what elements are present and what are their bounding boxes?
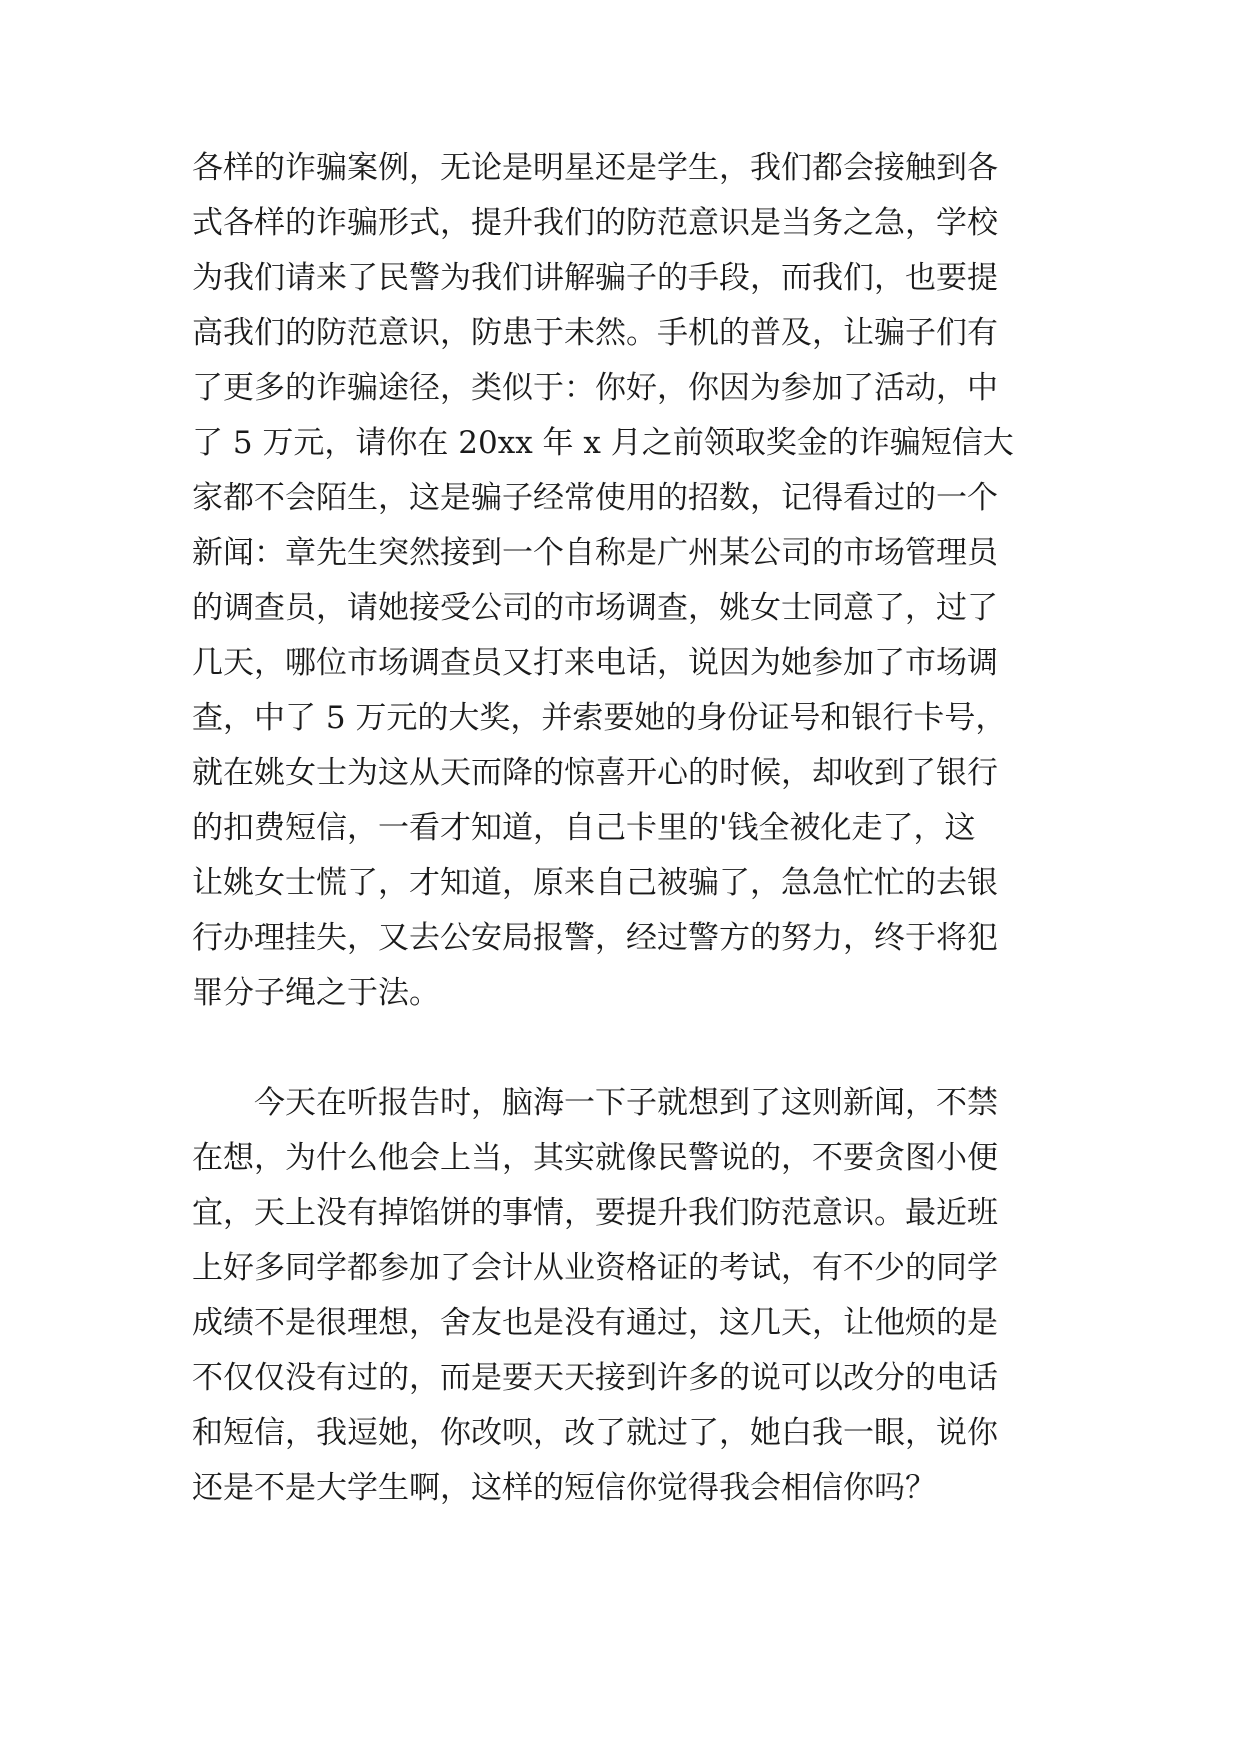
text-line: 几天，哪位市场调查员又打来电话，说因为她参加了市场调 xyxy=(192,645,998,681)
text-line: 让姚女士慌了，才知道，原来自己被骗了，急急忙忙的去银 xyxy=(192,865,998,901)
text-line: 不仅仅没有过的，而是要天天接到许多的说可以改分的电话 xyxy=(192,1360,998,1396)
text-line: 高我们的防范意识，防患于未然。手机的普及，让骗子们有 xyxy=(192,315,998,351)
text-line: 和短信，我逗她，你改呗，改了就过了，她白我一眼，说你 xyxy=(192,1415,998,1451)
text-line: 查，中了 5 万元的大奖，并索要她的身份证号和银行卡号， xyxy=(192,700,1007,736)
text-line: 式各样的诈骗形式，提升我们的防范意识是当务之急，学校 xyxy=(192,205,998,241)
text-line: 新闻：章先生突然接到一个自称是广州某公司的市场管理员 xyxy=(192,535,998,571)
text-line: 家都不会陌生，这是骗子经常使用的招数，记得看过的一个 xyxy=(192,480,998,516)
text-line: 罪分子绳之于法。 xyxy=(192,975,440,1011)
text-line: 还是不是大学生啊，这样的短信你觉得我会相信你吗？ xyxy=(192,1470,936,1506)
text-line: 行办理挂失，又去公安局报警，经过警方的努力，终于将犯 xyxy=(192,920,998,956)
text-line: 的调查员，请她接受公司的市场调查，姚女士同意了，过了 xyxy=(192,590,998,626)
text-line-indented: 今天在听报告时，脑海一下子就想到了这则新闻，不禁 xyxy=(254,1085,998,1121)
text-line: 就在姚女士为这从天而降的惊喜开心的时候，却收到了银行 xyxy=(192,755,998,791)
text-line: 的扣费短信，一看才知道，自己卡里的'钱全被化走了，这 xyxy=(192,810,976,846)
text-line: 为我们请来了民警为我们讲解骗子的手段，而我们，也要提 xyxy=(192,260,998,296)
text-line: 了 5 万元，请你在 20xx 年 x 月之前领取奖金的诈骗短信大 xyxy=(192,425,1014,461)
text-line: 了更多的诈骗途径，类似于：你好，你因为参加了活动，中 xyxy=(192,370,998,406)
text-line: 上好多同学都参加了会计从业资格证的考试，有不少的同学 xyxy=(192,1250,998,1286)
text-line: 宜，天上没有掉馅饼的事情，要提升我们防范意识。最近班 xyxy=(192,1195,998,1231)
text-line: 各样的诈骗案例，无论是明星还是学生，我们都会接触到各 xyxy=(192,150,998,186)
text-line: 成绩不是很理想，舍友也是没有通过，这几天，让他烦的是 xyxy=(192,1305,998,1341)
text-line: 在想，为什么他会上当，其实就像民警说的，不要贪图小便 xyxy=(192,1140,998,1176)
